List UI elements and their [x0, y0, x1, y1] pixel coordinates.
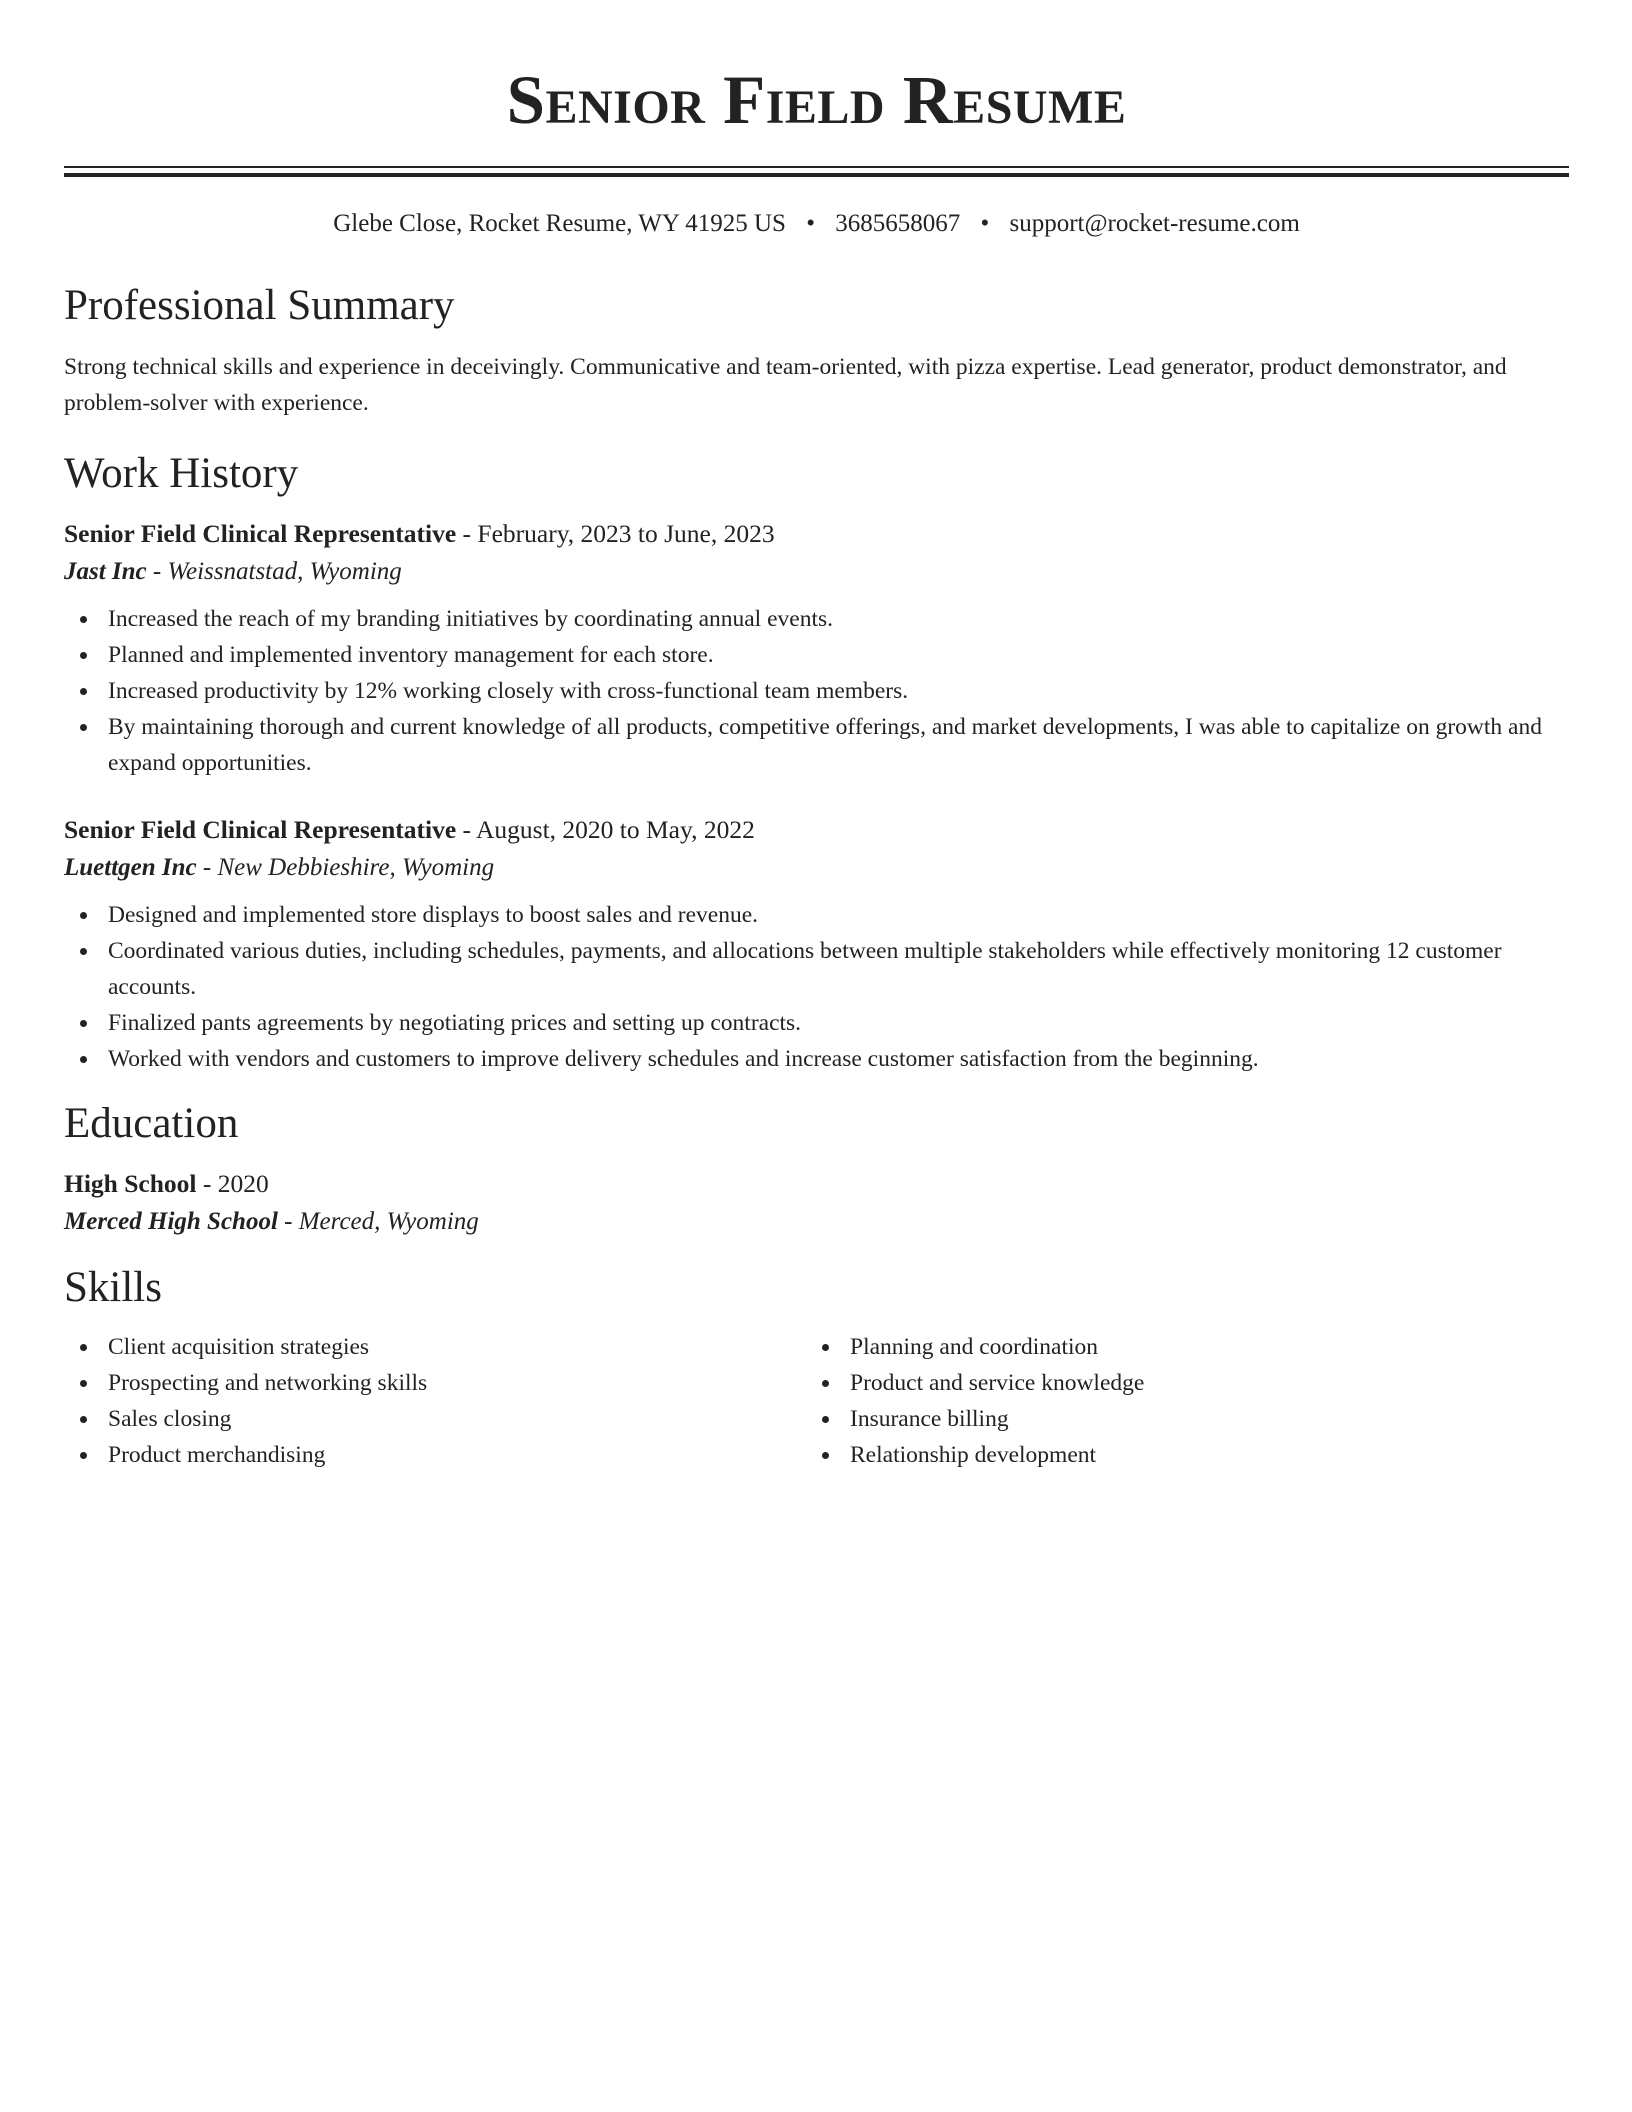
summary-text: Strong technical skills and experience in deceivingly. Communicative and team-oriented, with pizza expertise. Lead generator, product demonstrator, and problem-solver with experience.: [64, 354, 1507, 416]
skill-item: Client acquisition strategies: [64, 1329, 806, 1365]
job-company: Luettgen Inc: [64, 854, 197, 881]
job-bullet: Increased productivity by 12% working closely with cross-functional team members.: [64, 673, 1569, 709]
contact-separator: •: [980, 210, 990, 237]
job-bullet-list: [64, 601, 1569, 781]
skill-item: Planning and coordination: [806, 1329, 1548, 1365]
skill-item: Sales closing: [64, 1401, 806, 1437]
job-entry: [64, 811, 1569, 1077]
job-dates: - February, 2023 to June, 2023: [456, 519, 775, 548]
contact-email: support@rocket-resume.com: [1009, 210, 1300, 237]
job-bullet: By maintaining thorough and current knowledge of all products, competitive offerings, and market developments, I was able to capitalize on growth and expand opportunities.: [64, 709, 1569, 781]
contact-phone: 3685658067: [835, 210, 961, 237]
skill-item: Insurance billing: [806, 1401, 1548, 1437]
job-entry: [64, 515, 1569, 781]
job-dates: - August, 2020 to May, 2022: [456, 815, 755, 844]
contact-address: Glebe Close, Rocket Resume, WY 41925 US: [333, 210, 786, 237]
title-divider-thin: [64, 166, 1569, 168]
skill-item: Relationship development: [806, 1437, 1548, 1473]
education-school-line: [64, 1203, 1569, 1241]
job-title-line: [64, 515, 1569, 553]
job-bullet: Finalized pants agreements by negotiating prices and setting up contracts.: [64, 1005, 1569, 1041]
education-degree-line: [64, 1165, 1569, 1203]
education-location: - Merced, Wyoming: [277, 1208, 479, 1235]
summary-heading: Professional Summary: [64, 282, 455, 329]
job-location: - New Debbieshire, Wyoming: [196, 854, 495, 881]
job-company-line: [64, 849, 1569, 887]
education-year: - 2020: [196, 1169, 269, 1198]
skills-list-right: [806, 1329, 1548, 1473]
job-bullet-list: [64, 897, 1569, 1077]
job-bullet: Designed and implemented store displays to boost sales and revenue.: [64, 897, 1569, 933]
education-entry: [64, 1165, 1569, 1241]
skills-grid: [64, 1329, 1569, 1473]
work-history-heading: Work History: [64, 450, 299, 497]
job-bullet: Coordinated various duties, including schedules, payments, and allocations between multiple stakeholders while effectively monitoring 12 customer accounts.: [64, 933, 1569, 1005]
job-company-line: [64, 553, 1569, 591]
skill-item: Prospecting and networking skills: [64, 1365, 806, 1401]
skill-item: Product and service knowledge: [806, 1365, 1548, 1401]
skills-heading: Skills: [64, 1264, 162, 1311]
contact-line: [64, 207, 1569, 241]
job-position: Senior Field Clinical Representative: [64, 519, 457, 548]
job-bullet: Planned and implemented inventory management for each store.: [64, 637, 1569, 673]
job-bullet: Worked with vendors and customers to improve delivery schedules and increase customer satisfaction from the beginning.: [64, 1041, 1569, 1077]
job-position: Senior Field Clinical Representative: [64, 815, 457, 844]
job-bullet: Increased the reach of my branding initiatives by coordinating annual events.: [64, 601, 1569, 637]
skill-item: Product merchandising: [64, 1437, 806, 1473]
education-degree: High School: [64, 1169, 197, 1198]
education-heading: Education: [64, 1100, 239, 1147]
resume-title: Senior Field Resume: [506, 62, 1127, 138]
job-title-line: [64, 811, 1569, 849]
resume-page: [64, 0, 1569, 1473]
title-divider-thick: [64, 173, 1569, 177]
skills-list-left: [64, 1329, 806, 1473]
job-location: - Weissnatstad, Wyoming: [146, 558, 402, 585]
education-school: Merced High School: [64, 1208, 278, 1235]
job-company: Jast Inc: [64, 558, 147, 585]
contact-separator: •: [806, 210, 815, 237]
